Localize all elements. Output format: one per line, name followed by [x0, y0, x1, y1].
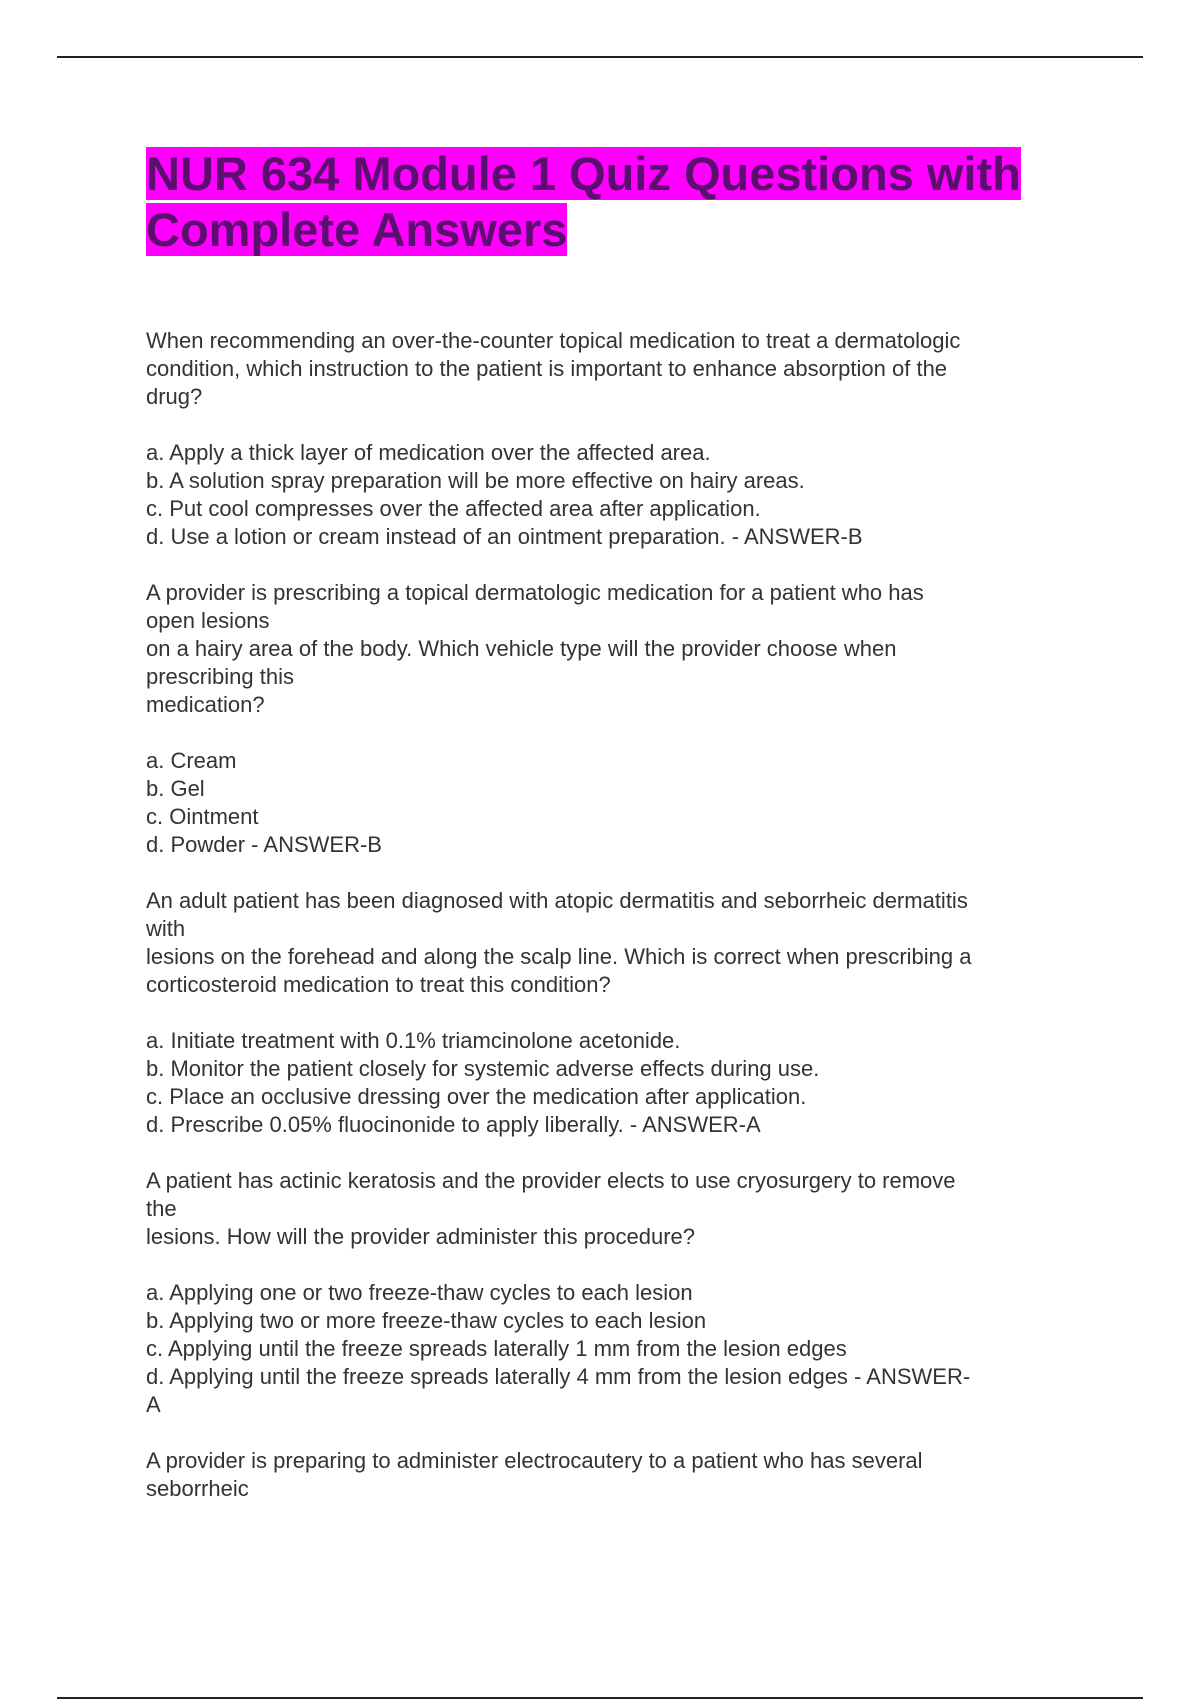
- question-stem: [146, 1447, 1066, 1503]
- answer-option: d. Use a lotion or cream instead of an ointment preparation. - ANSWER-B: [146, 524, 863, 549]
- question-text-line: When recommending an over-the-counter topical medication to treat a dermatologic: [146, 328, 961, 353]
- question-stem: [146, 1167, 1066, 1251]
- question-text-line: medication?: [146, 692, 265, 717]
- answer-options: [146, 747, 1066, 859]
- question-text-line: A provider is preparing to administer electrocautery to a patient who has several: [146, 1448, 923, 1473]
- answer-option: d. Powder - ANSWER-B: [146, 832, 382, 857]
- question-block-4: [146, 1167, 1066, 1419]
- question-text-line: with: [146, 916, 186, 941]
- question-text-line: lesions on the forehead and along the scalp line. Which is correct when prescribing a: [146, 944, 972, 969]
- footer-rule: [57, 1697, 1143, 1699]
- title-line-2: Complete Answers: [146, 203, 568, 256]
- answer-options: [146, 1027, 1066, 1139]
- answer-option: a. Applying one or two freeze-thaw cycles to each lesion: [146, 1280, 693, 1305]
- document-title: [146, 146, 1066, 258]
- question-text-line: drug?: [146, 384, 203, 409]
- question-block-1: [146, 327, 1066, 551]
- answer-option: a. Initiate treatment with 0.1% triamcinolone acetonide.: [146, 1028, 681, 1053]
- answer-option: c. Put cool compresses over the affected area after application.: [146, 496, 761, 521]
- answer-options: [146, 1279, 1066, 1419]
- title-line-1: NUR 634 Module 1 Quiz Questions with: [146, 147, 1021, 200]
- answer-options: [146, 439, 1066, 551]
- document-body: [146, 146, 1066, 1531]
- question-text-line: lesions. How will the provider administer this procedure?: [146, 1224, 696, 1249]
- answer-option: b. Gel: [146, 776, 205, 801]
- question-block-5: [146, 1447, 1066, 1503]
- question-text-line: on a hairy area of the body. Which vehicle type will the provider choose when: [146, 636, 897, 661]
- question-text-line: seborrheic: [146, 1476, 249, 1501]
- question-text-line: prescribing this: [146, 664, 294, 689]
- question-stem: [146, 327, 1066, 411]
- question-text-line: corticosteroid medication to treat this condition?: [146, 972, 611, 997]
- answer-option: c. Place an occlusive dressing over the medication after application.: [146, 1084, 807, 1109]
- question-text-line: condition, which instruction to the patient is important to enhance absorption of the: [146, 356, 948, 381]
- answer-option: a. Cream: [146, 748, 237, 773]
- answer-option: d. Prescribe 0.05% fluocinonide to apply liberally. - ANSWER-A: [146, 1112, 761, 1137]
- answer-option: d. Applying until the freeze spreads laterally 4 mm from the lesion edges - ANSWER-: [146, 1364, 971, 1389]
- answer-option: b. A solution spray preparation will be more effective on hairy areas.: [146, 468, 805, 493]
- answer-option: b. Monitor the patient closely for systemic adverse effects during use.: [146, 1056, 820, 1081]
- question-text-line: open lesions: [146, 608, 270, 633]
- question-stem: [146, 887, 1066, 999]
- question-text-line: the: [146, 1196, 177, 1221]
- answer-option: a. Apply a thick layer of medication over the affected area.: [146, 440, 711, 465]
- header-rule: [57, 56, 1143, 58]
- question-block-3: [146, 887, 1066, 1139]
- answer-option: A: [146, 1392, 161, 1417]
- question-text-line: A patient has actinic keratosis and the provider elects to use cryosurgery to remove: [146, 1168, 956, 1193]
- question-text-line: An adult patient has been diagnosed with atopic dermatitis and seborrheic dermatitis: [146, 888, 968, 913]
- answer-option: c. Ointment: [146, 804, 259, 829]
- answer-option: b. Applying two or more freeze-thaw cycles to each lesion: [146, 1308, 707, 1333]
- answer-option: c. Applying until the freeze spreads laterally 1 mm from the lesion edges: [146, 1336, 847, 1361]
- question-list: [146, 327, 1066, 1503]
- question-stem: [146, 579, 1066, 719]
- question-text-line: A provider is prescribing a topical dermatologic medication for a patient who has: [146, 580, 924, 605]
- question-block-2: [146, 579, 1066, 859]
